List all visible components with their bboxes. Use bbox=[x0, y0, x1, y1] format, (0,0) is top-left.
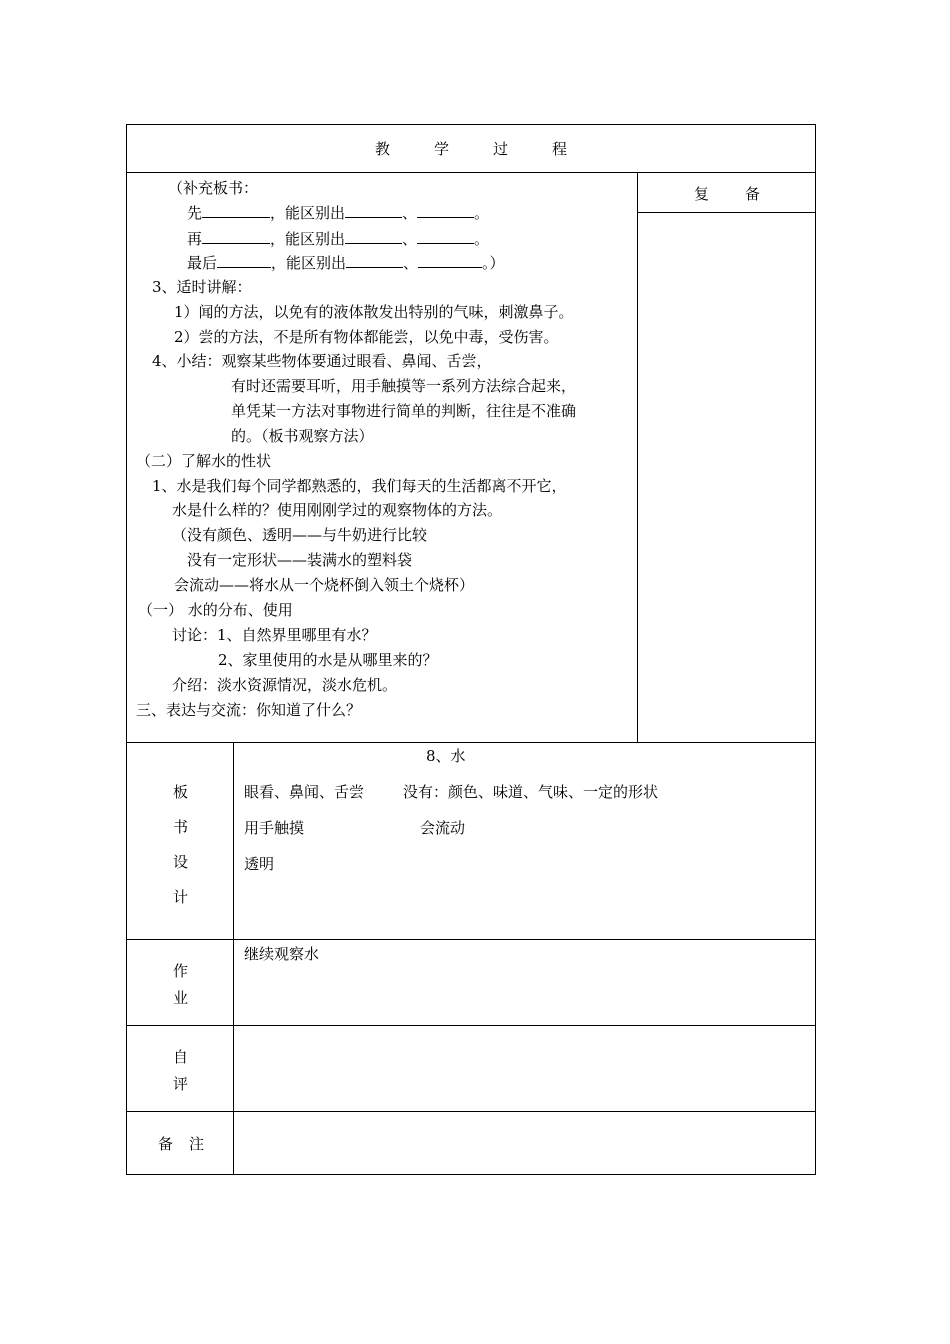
intro-line: 介绍：淡水资源情况，淡水危机。 bbox=[172, 676, 398, 694]
supp2-blank-2 bbox=[345, 228, 402, 244]
summary-line-4: 的。（板书观察方法） bbox=[231, 427, 374, 445]
supp1-first: 先 bbox=[187, 204, 203, 222]
board-row2-left: 用手触摸 bbox=[244, 819, 305, 837]
review-column-divider bbox=[637, 172, 638, 743]
board-row3-left: 透明 bbox=[244, 855, 275, 873]
explain-title: 3、适时讲解： bbox=[152, 278, 252, 296]
board-label-2: 书 bbox=[173, 818, 189, 836]
homework-label-2: 业 bbox=[173, 989, 189, 1007]
board-row2-right: 会流动 bbox=[420, 819, 466, 837]
water-line-3: （没有颜色、透明——与牛奶进行比较 bbox=[172, 526, 428, 544]
board-title: 8、水 bbox=[426, 747, 466, 765]
board-label-4: 计 bbox=[173, 888, 189, 906]
table-border-bottom bbox=[126, 1174, 816, 1175]
supp3-last: 最后 bbox=[187, 254, 218, 272]
header-char-2: 学 bbox=[434, 140, 450, 158]
process-bottom-divider bbox=[126, 742, 816, 743]
supplement-line-1 bbox=[187, 202, 489, 223]
table-border-top bbox=[126, 124, 816, 125]
supp3-distinguish: ，能区别出 bbox=[271, 254, 347, 272]
discuss-line-1: 讨论：1、自然界里哪里有水？ bbox=[172, 626, 377, 644]
supp1-blank-2 bbox=[345, 202, 402, 218]
supplement-line-2 bbox=[187, 228, 489, 249]
table-border-left bbox=[126, 124, 127, 1175]
board-row1-right: 没有：颜色、味道、气味、一定的形状 bbox=[403, 783, 659, 801]
board-row1-left: 眼看、鼻闻、舌尝 bbox=[244, 783, 365, 801]
supp2-blank-3 bbox=[417, 228, 474, 244]
supp3-end: 。） bbox=[482, 254, 505, 272]
homework-content: 继续观察水 bbox=[244, 945, 320, 963]
water-line-1: 1、水是我们每个同学都熟悉的，我们每天的生活都离不开它， bbox=[152, 477, 567, 495]
selfeval-bottom-divider bbox=[126, 1111, 816, 1112]
supp1-blank-1 bbox=[202, 202, 270, 218]
supp1-sep: 、 bbox=[402, 204, 418, 222]
table-border-right bbox=[815, 124, 816, 1175]
header-char-4: 程 bbox=[552, 140, 568, 158]
header-char-3: 过 bbox=[493, 140, 509, 158]
board-label-1: 板 bbox=[173, 783, 189, 801]
remarks-label-1: 备 bbox=[158, 1135, 174, 1153]
supplement-title: （补充板书： bbox=[168, 179, 259, 197]
supp1-distinguish: ，能区别出 bbox=[270, 204, 346, 222]
supp2-sep: 、 bbox=[402, 230, 418, 248]
water-line-5: 会流动——将水从一个烧杯倒入领土个烧杯） bbox=[174, 576, 475, 594]
water-line-4: 没有一定形状——装满水的塑料袋 bbox=[187, 551, 413, 569]
summary-line-3: 单凭某一方法对事物进行简单的判断，往往是不准确 bbox=[231, 402, 577, 420]
supp3-blank-1 bbox=[217, 252, 271, 268]
header-char-1: 教 bbox=[375, 140, 391, 158]
discuss-line-2: 2、家里使用的水是从哪里来的？ bbox=[218, 651, 438, 669]
homework-label-1: 作 bbox=[173, 962, 189, 980]
selfeval-label-1: 自 bbox=[173, 1048, 189, 1066]
supp2-end: 。 bbox=[474, 230, 490, 248]
summary-line-1: 4、小结：观察某些物体要通过眼看、鼻闻、舌尝， bbox=[152, 352, 492, 370]
supp1-blank-3 bbox=[417, 202, 474, 218]
supp2-distinguish: ，能区别出 bbox=[270, 230, 346, 248]
summary-line-2: 有时还需要耳听，用手触摸等一系列方法综合起来， bbox=[231, 377, 577, 395]
section-water-properties: （二）了解水的性状 bbox=[136, 452, 272, 470]
explain-smell: 1）闻的方法，以免有的液体散发出特别的气味，刺激鼻子。 bbox=[174, 303, 574, 321]
review-char-1: 复 bbox=[694, 185, 710, 203]
supp2-then: 再 bbox=[187, 230, 203, 248]
board-bottom-divider bbox=[126, 939, 816, 940]
water-line-2: 水是什么样的？使用刚刚学过的观察物体的方法。 bbox=[172, 501, 503, 519]
supp2-blank-1 bbox=[202, 228, 270, 244]
header-divider bbox=[126, 172, 816, 173]
section-water-distribution: （一） 水的分布、使用 bbox=[138, 601, 293, 619]
section-express: 三、表达与交流：你知道了什么？ bbox=[136, 701, 362, 719]
homework-bottom-divider bbox=[126, 1025, 816, 1026]
selfeval-label-2: 评 bbox=[173, 1075, 189, 1093]
supp3-sep: 、 bbox=[403, 254, 419, 272]
remarks-label-2: 注 bbox=[189, 1135, 205, 1153]
review-char-2: 备 bbox=[745, 185, 761, 203]
explain-taste: 2）尝的方法，不是所有物体都能尝，以免中毒，受伤害。 bbox=[174, 328, 559, 346]
review-header-divider bbox=[637, 212, 816, 213]
board-label-3: 设 bbox=[173, 853, 189, 871]
supp3-blank-3 bbox=[418, 252, 482, 268]
supp1-end: 。 bbox=[474, 204, 490, 222]
supplement-line-3 bbox=[187, 252, 505, 273]
supp3-blank-2 bbox=[346, 252, 403, 268]
